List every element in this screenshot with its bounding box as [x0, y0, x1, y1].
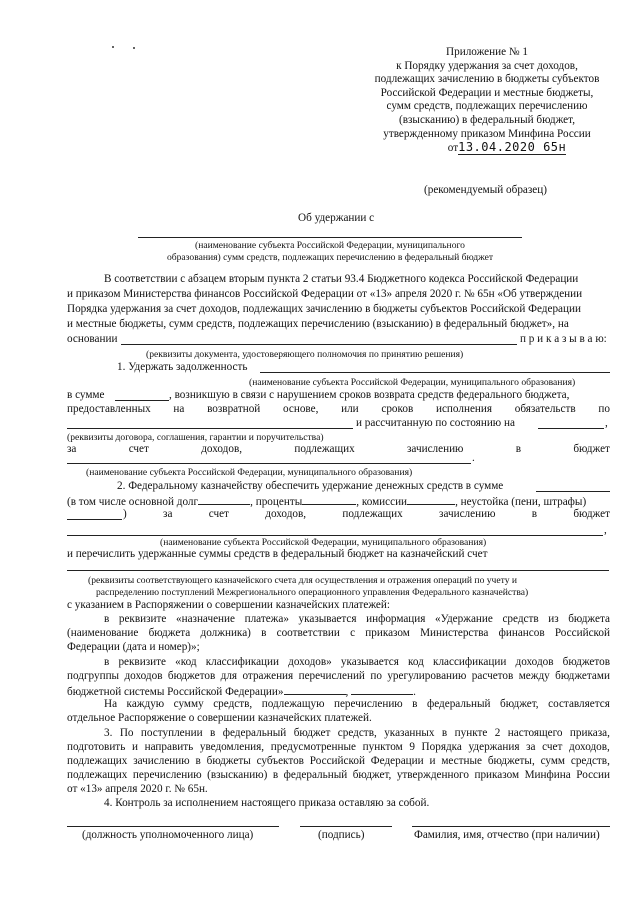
word: за [163, 508, 173, 520]
intro-line: Порядка удержания за счет доходов, подлежащих зачислению в бюджеты субъектов Российской Федерации [67, 303, 581, 315]
word: перечислению [132, 769, 202, 781]
word: сумму [173, 698, 204, 710]
item2-subject-caption: (наименование субъекта Российской Федерации, муниципального образования) [160, 537, 487, 548]
word: на [173, 403, 185, 415]
word: реквизите [118, 613, 167, 625]
text: , проценты [250, 496, 303, 508]
word: в [531, 508, 538, 520]
word: указанных [384, 727, 435, 739]
word: подлежащих [67, 769, 128, 781]
word: предоставленных [67, 403, 151, 415]
amount-blank[interactable] [536, 491, 610, 492]
word: для [220, 670, 238, 682]
word: Российской [309, 755, 365, 767]
word: Российской [554, 627, 610, 639]
word: бюджет, [352, 769, 392, 781]
item1-start: 1. Удержать задолженность [117, 361, 248, 373]
word: подлежащую [261, 698, 325, 710]
word: классификации [205, 656, 280, 668]
word: в [261, 627, 267, 639]
word: между [518, 670, 550, 682]
order-word: п р и к а з ы в а ю: [520, 333, 607, 345]
name-blank[interactable] [412, 826, 610, 827]
header-line: к Порядку удержания за счет доходов, [396, 59, 578, 72]
word: 2 [494, 727, 501, 739]
debtor-blank[interactable] [260, 372, 610, 373]
word: указывается [340, 656, 399, 668]
word: в [195, 755, 201, 767]
word: код [408, 656, 424, 668]
word: в [441, 727, 448, 739]
word: доходов, [569, 741, 610, 753]
word: Министерства [420, 627, 489, 639]
word: уведомления, [199, 741, 265, 753]
appendix-header [362, 46, 612, 156]
word: по [598, 403, 610, 415]
item2-start: 2. Федеральному казначейству обеспечить удержание денежных средств в сумме [117, 480, 504, 492]
word: приказом [365, 627, 410, 639]
word: Минфина [524, 769, 571, 781]
word: утвержденного [396, 769, 469, 781]
word: «код [175, 656, 197, 668]
word: ) [123, 508, 127, 520]
p3-line2: отдельное Распоряжение о совершении казначейских платежей. [67, 712, 372, 724]
signature-blank[interactable] [300, 826, 392, 827]
word: 3. [104, 727, 113, 739]
word: доходов [124, 670, 163, 682]
item4-line: 4. Контроль за исполнением настоящего приказа оставляю за собой. [104, 797, 430, 809]
word: доходов, [265, 508, 307, 520]
word: доходов, [201, 443, 243, 455]
p2-line2 [67, 670, 610, 683]
word: в [104, 656, 110, 668]
word: исполнения [435, 403, 493, 415]
word: направить [144, 741, 194, 753]
item3-line5: от «13» апреля 2020 г. № 65н. [67, 783, 208, 795]
signature-caption: (подпись) [318, 829, 365, 841]
word: сумм [540, 755, 566, 767]
item1-line3 [67, 403, 610, 416]
name-caption: Фамилия, имя, отчество (при наличии) [414, 829, 600, 841]
item3-line1 [104, 727, 610, 740]
item1-sum-label: в сумме [67, 389, 105, 401]
code-blank[interactable] [284, 684, 346, 695]
word: и [429, 755, 436, 767]
comma: , [604, 524, 607, 536]
date-blank[interactable] [538, 428, 604, 429]
word: реквизите [118, 656, 166, 668]
word: подлежащих [342, 508, 403, 520]
word: субъектов [256, 755, 304, 767]
p1-line3: Федерации (дата и номер)»; [67, 641, 200, 653]
position-caption: (должность уполномоченного лица) [82, 829, 254, 841]
word: приказом [474, 769, 520, 781]
header-line: сумм средств, подлежащих перечислению [386, 100, 588, 113]
transfer-line: и перечислить удержанные суммы средств в федеральный бюджет на казначейский счет [67, 548, 488, 560]
word: в [272, 769, 279, 781]
header-line: подлежащих зачислению в бюджеты субъектов [374, 73, 600, 86]
header-date [402, 141, 612, 156]
word: бюджеты [206, 755, 251, 767]
header-line: Приложение № 1 [446, 46, 528, 58]
word: подлежащих [294, 443, 355, 455]
word: обязательств [514, 403, 576, 415]
word: бюджета [568, 613, 610, 625]
word: бюджетов [167, 670, 216, 682]
subject-caption: образования) сумм средств, подлежащих перечислению в федеральный бюджет [166, 252, 494, 263]
word: «назначение [175, 613, 235, 625]
indication-line: с указанием в Распоряжении о совершении казначейских платежей: [67, 599, 390, 611]
text: бюджетной системы Российской Федерации» [67, 686, 284, 698]
position-blank[interactable] [67, 826, 279, 827]
word: платежа» [244, 613, 289, 625]
item3-line4 [67, 769, 610, 782]
word: перечислений [298, 670, 365, 682]
word: поступлении [140, 727, 203, 739]
basis-caption: (реквизиты документа, удостоверяющего полномочия по принятию решения) [146, 349, 464, 360]
code-blank[interactable] [351, 684, 413, 695]
contract-blank[interactable] [67, 428, 353, 429]
word: местные [441, 755, 482, 767]
word: России [576, 769, 610, 781]
word: бюджет [573, 443, 610, 455]
word: (взысканию) [207, 769, 268, 781]
text: (в том числе основной долг [67, 496, 199, 508]
intro-line: и приказом Министерства финансов Российской Федерации от «13» апреля 2020 г. № 65н «Об утверждении [67, 288, 583, 300]
word: приказа, [569, 727, 610, 739]
word: возвратной [207, 403, 261, 415]
subject-line [138, 237, 522, 238]
word: должника) [200, 627, 251, 639]
word: основе, [283, 403, 319, 415]
item3-line2 [67, 741, 610, 754]
word: счет [208, 508, 229, 520]
word: или [341, 403, 359, 415]
item1-subject-caption: (наименование субъекта Российской Федерации, муниципального образования) [86, 467, 413, 478]
p2-line1 [104, 656, 610, 669]
item2-line2 [67, 494, 586, 509]
word: пункте [454, 727, 488, 739]
word: бюджеты, [487, 755, 535, 767]
word: Порядка [421, 741, 462, 753]
word: составляется [548, 698, 610, 710]
word: и [131, 741, 138, 753]
intro-line: и местные бюджеты, сумм средств, подлежащих перечислению (взысканию) в федеральный бюджет», на [67, 318, 569, 330]
word: бюджет [573, 508, 610, 520]
word: федеральный [222, 727, 287, 739]
account-caption: распределению поступлений Межрегионального операционного управления Федерального казначейства) [96, 587, 529, 598]
commission-blank[interactable] [407, 494, 455, 505]
word: бюджетами [555, 670, 610, 682]
account-blank[interactable] [67, 570, 609, 571]
word: указывается [298, 613, 357, 625]
word: 9 [409, 741, 415, 753]
word: соответствии [276, 627, 340, 639]
word: бюджетов [562, 656, 610, 668]
sum-blank[interactable] [115, 400, 169, 401]
word: настоящего [507, 727, 563, 739]
word: бюджет, [500, 698, 539, 710]
period: . [472, 452, 475, 464]
header-line: Российской Федерации и местные бюджеты, [380, 86, 594, 99]
word: сроков [381, 403, 414, 415]
basis-blank[interactable] [121, 344, 517, 345]
item1-subject-caption: (наименование субъекта Российской Федерации, муниципального образования) [249, 377, 576, 388]
sample-note: (рекомендуемый образец) [424, 184, 547, 196]
word: средств, [337, 727, 377, 739]
interest-blank[interactable] [302, 494, 356, 505]
word: подлежащих [67, 755, 128, 767]
budget-blank[interactable] [67, 463, 471, 464]
word: зачислению [407, 443, 464, 455]
word: из [548, 613, 559, 625]
item2-line3 [123, 508, 610, 521]
p1-line1 [104, 613, 610, 626]
scan-speck [133, 47, 135, 49]
word: за [67, 443, 77, 455]
word: федеральный [426, 698, 491, 710]
word: удержания [468, 741, 520, 753]
word: финансов [498, 627, 545, 639]
word: средств, [570, 755, 610, 767]
word: отражения [242, 670, 294, 682]
intro-line: В соответствии с абзацем вторым пункта 2 статьи 93.4 Бюджетного кодекса Российской Федерации [104, 273, 579, 285]
word: средств, [213, 698, 253, 710]
p2-line3: бюджетной системы Российской Федерации» , . [67, 686, 416, 698]
word: федеральный [283, 769, 348, 781]
word: зачислению [133, 755, 190, 767]
item1-line4: и рассчитанную по состоянию на [356, 417, 515, 429]
word: (наименование [67, 627, 139, 639]
word: доходов [515, 656, 554, 668]
word: подгруппы [67, 670, 120, 682]
word: расчетов [471, 670, 514, 682]
word: в [104, 613, 110, 625]
header-line: утвержденному приказом Минфина России [383, 127, 591, 140]
date-stamp: 13.04.2020 65н [458, 140, 567, 155]
word: предусмотренные [270, 741, 356, 753]
text: , неустойка (пени, штрафы) [455, 496, 587, 508]
date-prefix: от [447, 142, 459, 155]
word: подготовить [67, 741, 126, 753]
contract-caption: (реквизиты договора, соглашения, гарантии и поручительства) [67, 432, 324, 443]
word: по [370, 670, 382, 682]
word: перечислению [333, 698, 403, 710]
word: бюджета [148, 627, 191, 639]
document-title: Об удержании с [298, 212, 375, 224]
word: в [210, 727, 216, 739]
word: за [526, 741, 536, 753]
word: средств [502, 613, 539, 625]
word: счет [542, 741, 563, 753]
word: в [515, 443, 522, 455]
p3-line1 [104, 698, 610, 711]
p1-line2 [67, 627, 610, 640]
item1-line5 [67, 443, 610, 456]
item3-line3 [67, 755, 610, 768]
word: с [350, 627, 356, 639]
comma: , [605, 417, 608, 429]
word: в [412, 698, 418, 710]
word: классификации [433, 656, 507, 668]
header-line: (взысканию) в федеральный бюджет, [399, 113, 575, 126]
item1-line2: , возникшую в связи с нарушением сроков возврата средств федерального бюджета, [169, 389, 570, 401]
principal-blank[interactable] [198, 494, 250, 505]
word: «Удержание [435, 613, 493, 625]
word: информация [366, 613, 426, 625]
word: счет [128, 443, 149, 455]
word: каждую [126, 698, 165, 710]
scan-speck [112, 46, 114, 48]
word: Федерации [370, 755, 424, 767]
text: , комиссии [356, 496, 408, 508]
word: По [119, 727, 134, 739]
penalty-blank[interactable] [67, 519, 122, 520]
word: урегулированию [387, 670, 467, 682]
subject-caption: (наименование субъекта Российской Федерации, муниципального [195, 240, 465, 251]
intro-line-start: основании [67, 333, 118, 345]
word: зачислению [439, 508, 496, 520]
word: доходов» [288, 656, 332, 668]
word: бюджет [293, 727, 331, 739]
word: пунктом [362, 741, 403, 753]
word: На [104, 698, 118, 710]
account-caption: (реквизиты соответствующего казначейского счета для осуществления и отражения операций по учету и [88, 575, 518, 586]
